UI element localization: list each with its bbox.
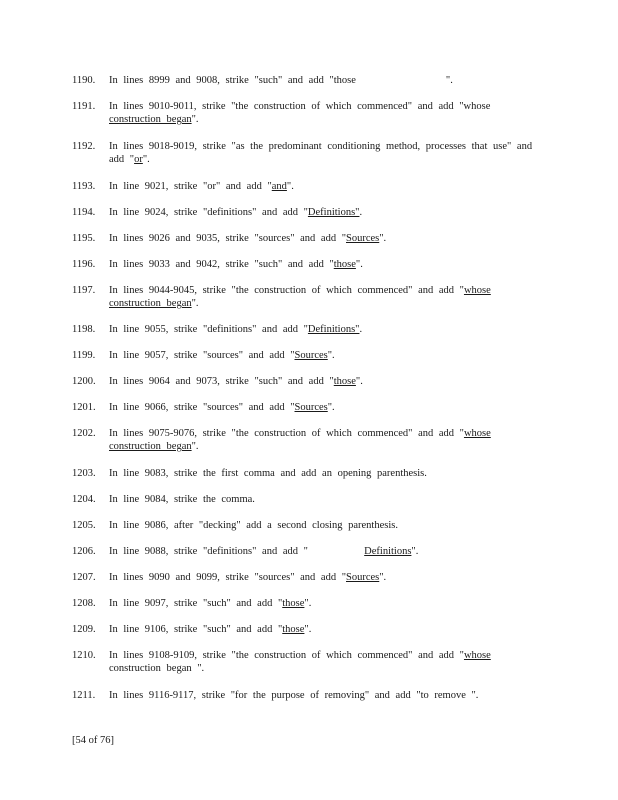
amendment-number: 1207. — [72, 572, 96, 583]
instruction-text: ". — [379, 233, 387, 244]
instruction-text: ". — [355, 259, 363, 270]
instruction-text: ". — [304, 624, 312, 635]
instruction-text: In line 9083, strike the first comma and add an opening parenthesis. — [109, 468, 427, 479]
amendment-number: 1198. — [72, 324, 96, 335]
amendment-number: 1191. — [72, 101, 96, 112]
inserted-text: Definitions — [364, 546, 412, 557]
instruction-text: ". — [191, 114, 199, 125]
instruction-text: In lines 9116-9117, strike "for the purpose of removing" and add "to remove ". — [109, 690, 479, 701]
amendment-text — [109, 180, 539, 193]
inserted-text: Definitions" — [307, 207, 360, 218]
amendment-text — [109, 349, 539, 362]
instruction-text: In line 9088, strike "definitions" and add " — [109, 546, 365, 557]
amendment-text — [109, 323, 539, 336]
amendment-text — [109, 519, 539, 532]
instruction-text: ". — [286, 181, 294, 192]
instruction-text: In line 9066, strike "sources" and add " — [109, 402, 295, 413]
amendment-text — [109, 571, 539, 584]
instruction-text: In lines 9010-9011, strike "the construction of which commenced" and add "whose — [109, 101, 491, 112]
amendment-text — [109, 689, 539, 702]
inserted-text: Sources — [346, 572, 380, 583]
amendment-text — [109, 427, 539, 453]
instruction-text: . — [359, 207, 363, 218]
page-footer: [54 of 76] — [72, 735, 114, 746]
instruction-text: In line 9084, strike the comma. — [109, 494, 255, 505]
amendment-text — [109, 467, 539, 480]
amendment-text — [109, 100, 539, 126]
instruction-text: In lines 9033 and 9042, strike "such" and add " — [109, 259, 334, 270]
amendment-number: 1209. — [72, 624, 96, 635]
inserted-text: those — [282, 624, 305, 635]
instruction-text: In line 9021, strike "or" and add " — [109, 181, 272, 192]
amendment-text — [109, 375, 539, 388]
amendment-number: 1194. — [72, 207, 96, 218]
amendment-text — [109, 206, 539, 219]
instruction-text: In lines 9108-9109, strike "the construction of which commenced" and add " — [109, 650, 464, 661]
amendment-number: 1196. — [72, 259, 96, 270]
inserted-text: Sources — [346, 233, 380, 244]
instruction-text: In line 9097, strike "such" and add " — [109, 598, 283, 609]
instruction-text: In lines 9018-9019, strike "as the predominant conditioning method, processes that use" and add " — [109, 141, 533, 165]
amendment-number: 1197. — [72, 285, 96, 296]
inserted-text: Sources — [294, 402, 328, 413]
amendment-number: 1205. — [72, 520, 96, 531]
amendment-text — [109, 74, 539, 87]
inserted-text: whose construction began — [109, 428, 491, 452]
instruction-text: construction began ". — [109, 663, 205, 674]
amendment-text — [109, 140, 539, 166]
inserted-text: construction began — [109, 114, 192, 125]
amendment-text — [109, 545, 539, 558]
amendment-text — [109, 493, 539, 506]
amendment-number: 1201. — [72, 402, 96, 413]
amendment-text — [109, 284, 539, 310]
inserted-text: whose — [463, 650, 491, 661]
amendment-text — [109, 649, 539, 675]
amendment-number: 1200. — [72, 376, 96, 387]
instruction-text: ". — [304, 598, 312, 609]
instruction-text: ". — [327, 402, 335, 413]
instruction-text: In line 9086, after "decking" add a second closing parenthesis. — [109, 520, 398, 531]
amendment-number: 1204. — [72, 494, 96, 505]
amendment-number: 1193. — [72, 181, 96, 192]
instruction-text: In line 9024, strike "definitions" and add " — [109, 207, 308, 218]
instruction-text: . — [359, 324, 363, 335]
instruction-text: ". — [411, 546, 419, 557]
instruction-text: ". — [379, 572, 387, 583]
amendment-text — [109, 401, 539, 414]
instruction-text: ". — [327, 350, 335, 361]
inserted-text: or — [134, 154, 143, 165]
amendment-text — [109, 232, 539, 245]
inserted-text: Definitions" — [307, 324, 360, 335]
instruction-text: In lines 9064 and 9073, strike "such" and add " — [109, 376, 334, 387]
instruction-text: In lines 8999 and 9008, strike "such" and add "those ". — [109, 75, 453, 86]
amendment-number: 1195. — [72, 233, 96, 244]
amendment-number: 1211. — [72, 690, 96, 701]
instruction-text: ". — [142, 154, 150, 165]
instruction-text: ". — [191, 298, 199, 309]
instruction-text: In lines 9090 and 9099, strike "sources" and add " — [109, 572, 346, 583]
amendment-number: 1192. — [72, 141, 96, 152]
inserted-text: those — [282, 598, 305, 609]
instruction-text: In line 9057, strike "sources" and add " — [109, 350, 295, 361]
amendment-number: 1206. — [72, 546, 96, 557]
instruction-text: ". — [191, 441, 199, 452]
amendment-number: 1208. — [72, 598, 96, 609]
inserted-text: and — [271, 181, 287, 192]
instruction-text: In lines 9044-9045, strike "the construction of which commenced" and add " — [109, 285, 464, 296]
amendment-number: 1202. — [72, 428, 96, 439]
amendment-number: 1203. — [72, 468, 96, 479]
inserted-text: those — [333, 376, 356, 387]
amendment-number: 1210. — [72, 650, 96, 661]
inserted-text: Sources — [294, 350, 328, 361]
inserted-text: those — [333, 259, 356, 270]
instruction-text: In lines 9075-9076, strike "the construction of which commenced" and add " — [109, 428, 464, 439]
amendment-text — [109, 258, 539, 271]
amendment-number: 1190. — [72, 75, 96, 86]
instruction-text: In lines 9026 and 9035, strike "sources" and add " — [109, 233, 346, 244]
instruction-text: In line 9055, strike "definitions" and add " — [109, 324, 308, 335]
inserted-text: whose construction began — [109, 285, 491, 309]
amendment-text — [109, 597, 539, 610]
instruction-text: ". — [355, 376, 363, 387]
instruction-text: In line 9106, strike "such" and add " — [109, 624, 283, 635]
amendment-number: 1199. — [72, 350, 96, 361]
amendment-text — [109, 623, 539, 636]
